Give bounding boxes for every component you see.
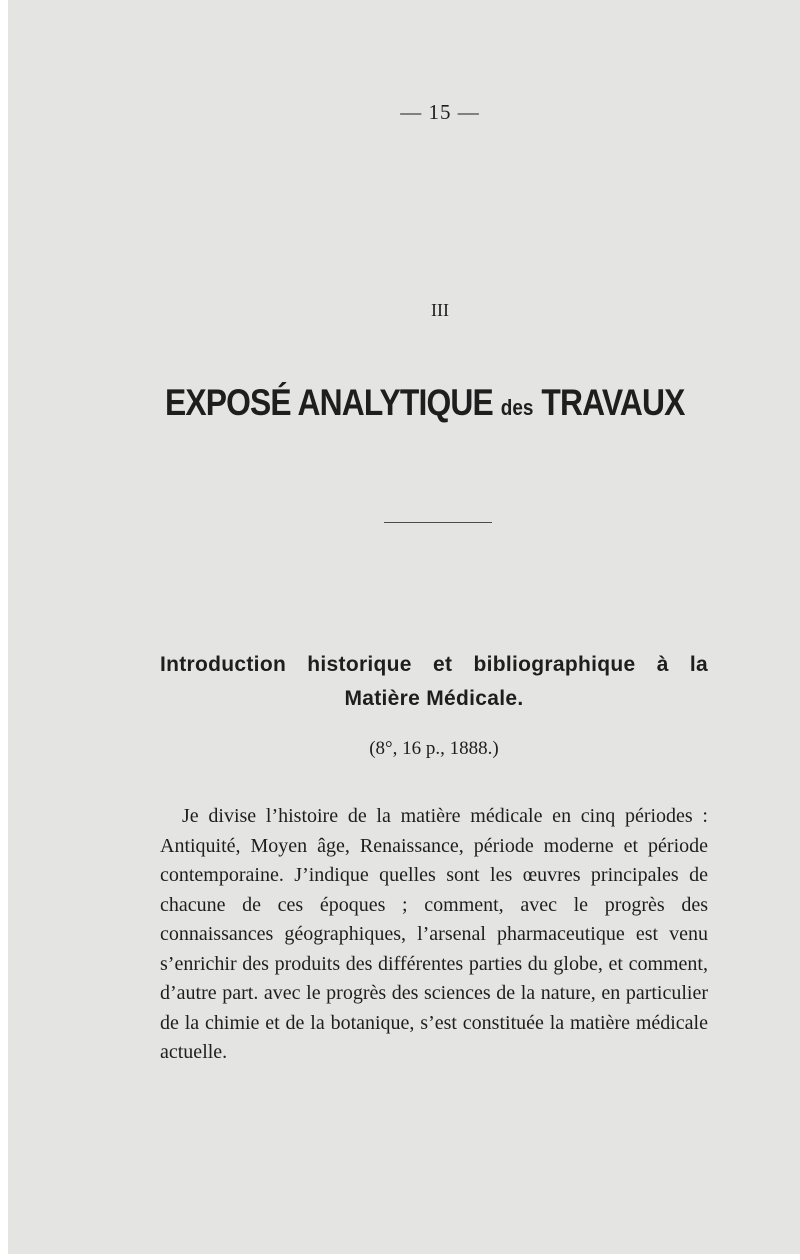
title-divider [384,522,492,523]
scan-border-bottom [0,1254,800,1260]
main-title-part1: EXPOSÉ ANALYTIQUE [165,382,493,423]
citation: (8°, 16 p., 1888.) [369,738,499,759]
page-number: — 15 — [400,100,480,124]
section-title: Introduction historique et bibliographique à la Matière Médicale. [160,653,708,710]
scan-border-left [0,0,8,1260]
body-paragraph: Je divise l’histoire de la matière médicale en cinq périodes : Antiquité, Moyen âge, Renaissance, période moderne et période contemporaine. J’indique quelles sont les œuvres principales de chacune de ces époques ; comment, avec le progrès des connaissances géographiques, l’arsenal pharmaceutique est venu s’enrichir des produits des différentes parties du globe, et comment, d’autre part. avec le progrès des sciences de la nature, en particulier de la chimie et de la botanique, s’est constituée la matière médicale actuelle. [160,805,708,1063]
section-numeral: III [431,300,449,320]
main-title [165,382,685,424]
main-title-part2: des [500,395,534,420]
main-title-part3: TRAVAUX [541,382,685,423]
